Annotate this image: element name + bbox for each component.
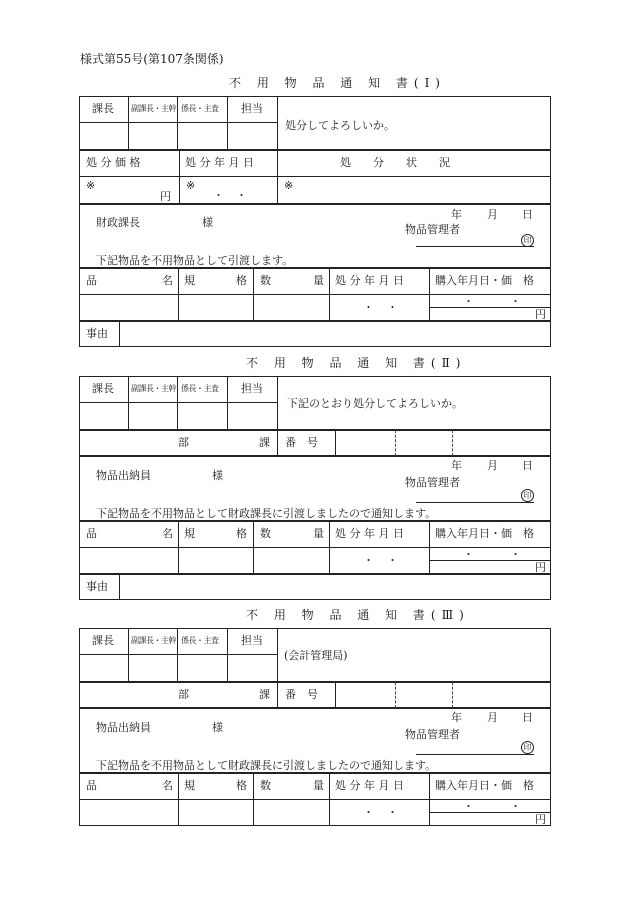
- item-spec-header: 格: [236, 527, 247, 540]
- item-spec-header: 規: [184, 274, 195, 287]
- approval-stamp-cell-staff[interactable]: [227, 654, 277, 682]
- approval-staff-label: 担当: [241, 382, 263, 395]
- date-day-label: 日: [522, 711, 533, 724]
- manager-label: 物品管理者: [405, 476, 460, 489]
- approval-note: 下記のとおり処分してよろしいか。: [287, 397, 463, 410]
- addressee: 物品出納員: [96, 469, 151, 482]
- disposal-status-header: 処 分 状 況: [340, 156, 450, 169]
- disposal-date-mark: ※: [186, 179, 196, 192]
- section-label: 課: [259, 436, 270, 449]
- approval-chief-label: 課長: [92, 634, 114, 647]
- item-disposal-date-header: 処 分 年 月 日: [335, 779, 404, 792]
- form-number: 様式第55号(第107条関係): [80, 52, 224, 66]
- approval-stamp-cell-staff[interactable]: [227, 122, 277, 150]
- item-qty-header: 数: [260, 527, 271, 540]
- item-disposal-date-dot: ・: [363, 301, 374, 314]
- item-disposal-date-header: 処 分 年 月 日: [335, 527, 404, 540]
- item-price-yen: 円: [535, 561, 546, 574]
- disposal-date-dot: ・: [213, 189, 224, 202]
- dept-label: 部: [178, 688, 189, 701]
- approval-stamp-cell-chief[interactable]: [79, 654, 128, 682]
- section-2-title: 不 用 物 品 通 知 書(Ⅱ): [246, 356, 467, 370]
- section-1-reason-row: [79, 321, 551, 347]
- date-day-label: 日: [522, 208, 533, 221]
- item-name-header: 品: [86, 274, 97, 287]
- approval-subchief-label: 係長・主査: [181, 384, 219, 393]
- disposal-date-dot: ・: [236, 189, 247, 202]
- approval-stamp-cell-subchief[interactable]: [177, 122, 227, 150]
- item-purchase-date-dot: ・: [463, 800, 474, 813]
- item-disposal-date-dot: ・: [363, 806, 374, 819]
- statement: 下記物品を不用物品として引渡します。: [96, 254, 294, 267]
- approval-deputy-label: 副課長・主幹: [131, 104, 176, 113]
- item-purchase-header: 購入年月日・価 格: [435, 527, 534, 540]
- statement: 下記物品を不用物品として財政課長に引渡しましたので通知します。: [96, 507, 437, 520]
- item-disposal-date-header: 処 分 年 月 日: [335, 274, 404, 287]
- item-disposal-date-dot: ・: [387, 806, 398, 819]
- section-1-disposal-frame: [79, 150, 551, 204]
- item-price-yen: 円: [535, 813, 546, 826]
- item-spec-header: 格: [236, 779, 247, 792]
- manager-label: 物品管理者: [405, 223, 460, 236]
- approval-staff-label: 担当: [241, 102, 263, 115]
- date-year-label: 年: [451, 208, 462, 221]
- date-year-label: 年: [451, 711, 462, 724]
- item-name-header: 品: [86, 779, 97, 792]
- addressee-honorific: 様: [212, 469, 223, 482]
- approval-stamp-cell-deputy[interactable]: [128, 654, 177, 682]
- section-2-reason-row: [79, 574, 551, 600]
- item-price-yen: 円: [535, 308, 546, 321]
- dept-label: 部: [178, 436, 189, 449]
- item-qty-header: 量: [313, 527, 324, 540]
- disposal-price-header: 処 分 価 格: [86, 156, 141, 169]
- approval-staff-label: 担当: [241, 634, 263, 647]
- item-disposal-date-dot: ・: [387, 301, 398, 314]
- item-name-header: 名: [162, 274, 173, 287]
- approval-subchief-label: 係長・主査: [181, 636, 219, 645]
- date-month-label: 月: [487, 459, 498, 472]
- statement: 下記物品を不用物品として財政課長に引渡しましたので通知します。: [96, 759, 437, 772]
- section-3-title: 不 用 物 品 通 知 書(Ⅲ): [246, 608, 470, 622]
- date-month-label: 月: [487, 711, 498, 724]
- item-qty-header: 数: [260, 274, 271, 287]
- item-qty-header: 数: [260, 779, 271, 792]
- approval-stamp-cell-subchief[interactable]: [177, 402, 227, 430]
- item-spec-header: 規: [184, 527, 195, 540]
- item-purchase-date-dot: ・: [463, 548, 474, 561]
- approval-note: 処分してよろしいか。: [285, 119, 395, 132]
- reason-label: 事由: [86, 580, 108, 593]
- item-name-header: 名: [162, 527, 173, 540]
- item-purchase-date-dot: ・: [463, 295, 474, 308]
- item-purchase-header: 購入年月日・価 格: [435, 274, 534, 287]
- addressee: 財政課長: [96, 216, 140, 229]
- approval-stamp-cell-chief[interactable]: [79, 122, 128, 150]
- item-qty-header: 量: [313, 274, 324, 287]
- date-year-label: 年: [451, 459, 462, 472]
- approval-stamp-cell-chief[interactable]: [79, 402, 128, 430]
- item-disposal-date-dot: ・: [387, 554, 398, 567]
- addressee-honorific: 様: [202, 216, 213, 229]
- date-month-label: 月: [487, 208, 498, 221]
- item-qty-header: 量: [313, 779, 324, 792]
- approval-stamp-cell-staff[interactable]: [227, 402, 277, 430]
- approval-stamp-cell-deputy[interactable]: [128, 402, 177, 430]
- disposal-price-yen: 円: [160, 190, 171, 203]
- seal-icon: 印: [521, 741, 534, 754]
- disposal-price-mark: ※: [86, 179, 96, 192]
- item-purchase-date-dot: ・: [510, 295, 521, 308]
- approval-chief-label: 課長: [92, 102, 114, 115]
- item-spec-header: 規: [184, 779, 195, 792]
- manager-label: 物品管理者: [405, 728, 460, 741]
- item-purchase-date-dot: ・: [510, 548, 521, 561]
- number-label: 番 号: [285, 688, 318, 701]
- item-spec-header: 格: [236, 274, 247, 287]
- approval-stamp-cell-subchief[interactable]: [177, 654, 227, 682]
- addressee-honorific: 様: [212, 721, 223, 734]
- item-purchase-header: 購入年月日・価 格: [435, 779, 534, 792]
- approval-subchief-label: 係長・主査: [181, 104, 219, 113]
- approval-deputy-label: 副課長・主幹: [131, 636, 176, 645]
- seal-icon: 印: [521, 234, 534, 247]
- disposal-date-header: 処 分 年 月 日: [185, 156, 254, 169]
- item-disposal-date-dot: ・: [363, 554, 374, 567]
- approval-note: (会計管理局): [284, 649, 348, 662]
- approval-deputy-label: 副課長・主幹: [131, 384, 176, 393]
- approval-chief-label: 課長: [92, 382, 114, 395]
- section-1-title: 不 用 物 品 通 知 書(Ⅰ): [229, 76, 446, 90]
- item-name-header: 名: [162, 779, 173, 792]
- reason-label: 事由: [86, 327, 108, 340]
- section-label: 課: [259, 688, 270, 701]
- item-name-header: 品: [86, 527, 97, 540]
- disposal-status-mark: ※: [284, 179, 294, 192]
- seal-icon: 印: [521, 489, 534, 502]
- number-label: 番 号: [285, 436, 318, 449]
- approval-stamp-cell-deputy[interactable]: [128, 122, 177, 150]
- item-purchase-date-dot: ・: [510, 800, 521, 813]
- date-day-label: 日: [522, 459, 533, 472]
- addressee: 物品出納員: [96, 721, 151, 734]
